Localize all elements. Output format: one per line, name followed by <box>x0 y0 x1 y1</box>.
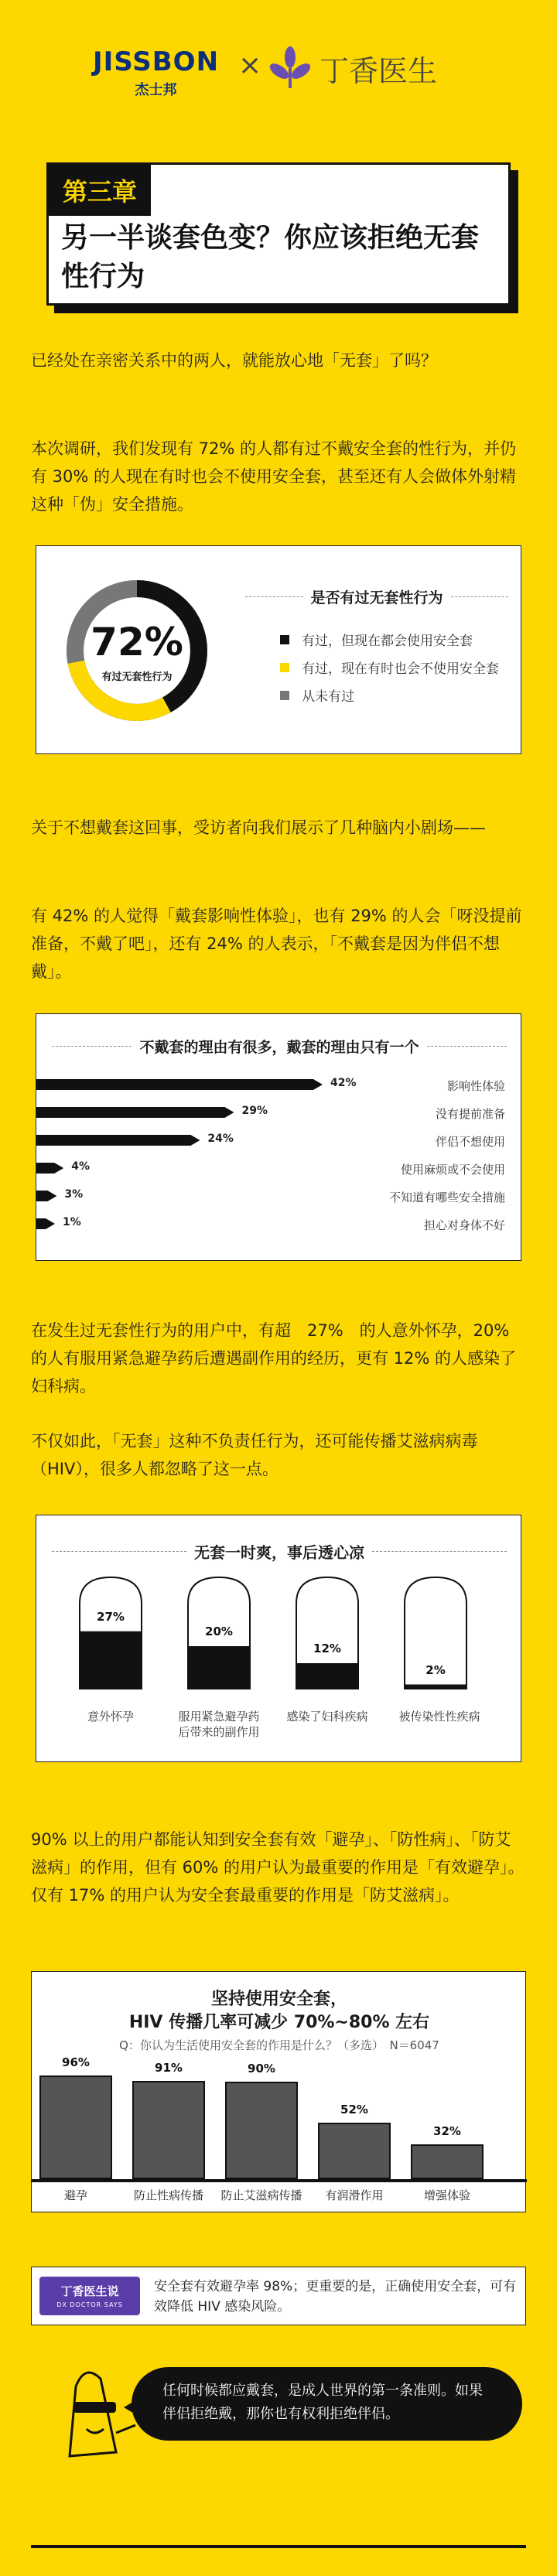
reason-bar-value: 3% <box>64 1188 84 1201</box>
paragraph-3: 有 42% 的人觉得「戴套影响性体验」，也有 29% 的人会「呀没提前准备，不戴了吧」，还有 24% 的人表示，「不戴套是因为伴侣不想戴」。 <box>31 907 522 981</box>
effect-column-value: 90% <box>248 2062 275 2075</box>
cup-fill <box>180 1646 258 1689</box>
legend-label: 从未有过 <box>302 689 354 705</box>
cup-label-line2: 后带来的副作用 <box>178 1725 260 1739</box>
donut-legend-title: 是否有过无套性行为 <box>310 589 443 606</box>
effect-column-label: 避孕 <box>63 2188 87 2202</box>
reason-bar <box>36 1107 234 1118</box>
reasons-title-a: 不戴套的理由有很多， <box>139 1039 287 1056</box>
effect-column <box>225 2082 298 2179</box>
doctor-text: 安全套有效避孕率 98%；更重要的是，正确使用安全套，可有效降低 HIV 感染风险。 <box>154 2279 517 2315</box>
cup-value: 12% <box>304 1642 350 1655</box>
consequence-cup <box>180 1573 258 1704</box>
reason-bar-value: 24% <box>207 1133 234 1145</box>
jissbon-wordmark: JISSBON <box>93 46 220 77</box>
reason-bar-label: 担心对身体不好 <box>423 1218 505 1232</box>
consequence-cup <box>289 1573 366 1704</box>
legend-label: 有过，现在有时也会不使用安全套 <box>302 661 499 677</box>
effect-column-value: 52% <box>340 2103 368 2117</box>
cup-label-line1: 服用紧急避孕药 <box>178 1710 260 1724</box>
legend-swatch <box>280 663 289 672</box>
effect-baseline <box>32 2179 527 2182</box>
legend-item <box>280 630 473 649</box>
cup-label: 感染了妇科疾病 <box>286 1710 368 1724</box>
paragraph-6: 90% 以上的用户都能认知到安全套有效「避孕」、「防性病」、「防艾滋病」的作用，但有 60% 的用户认为最重要的作用是「有效避孕」。仅有 17% 的用户认为安全套最重要的作用是「防艾滋病」。 <box>31 1830 525 1905</box>
consequence-cups <box>36 1515 522 1763</box>
dxy-wordmark: 丁香医生 <box>320 53 438 88</box>
dxy-logo <box>267 45 437 91</box>
reason-bar-value: 1% <box>63 1216 81 1228</box>
doctor-badge-cn: 丁香医生说 <box>60 2284 119 2298</box>
reason-bar <box>36 1218 55 1229</box>
reason-bar-value: 29% <box>241 1105 268 1117</box>
donut-caption: 有过无套性行为 <box>101 671 173 683</box>
cup-fill <box>72 1631 149 1689</box>
jissbon-logo <box>93 46 219 99</box>
effect-column <box>318 2123 391 2179</box>
effect-title-1: 坚持使用安全套， <box>210 1990 347 2009</box>
donut-legend-title-row <box>245 586 508 607</box>
reason-bar <box>36 1079 323 1090</box>
paragraph-4: 在发生过无套性行为的用户中，有超 27% 的人意外怀孕，20% 的人有服用紧急避孕药后遭遇副作用的经历，更有 12% 的人感染了妇科病。 <box>31 1321 517 1396</box>
doctor-badge <box>39 2277 140 2315</box>
effect-column <box>132 2081 205 2179</box>
consequences-panel <box>36 1515 521 1762</box>
reason-bar-label: 不知道有哪些安全措施 <box>388 1191 505 1204</box>
jissbon-cn: 杰士邦 <box>135 82 177 98</box>
doctor-says-box <box>31 2267 526 2325</box>
consequence-cup <box>72 1573 149 1704</box>
bottom-rule <box>31 2545 526 2548</box>
speech-tail <box>124 2398 139 2417</box>
times-sign: × <box>238 50 262 81</box>
speech-bubble <box>132 2367 522 2441</box>
effect-column-value: 96% <box>62 2055 90 2069</box>
legend-swatch <box>280 635 289 644</box>
chapter-title: 另一半谈套色变？你应该拒绝无套性行为 <box>61 222 480 292</box>
reasons-bar-panel <box>36 1013 521 1261</box>
condom-effect-panel <box>31 1971 526 2212</box>
paragraph-5: 不仅如此，「无套」这种不负责任行为，还可能传播艾滋病病毒（HIV），很多人都忽略了这一点。 <box>31 1432 478 1478</box>
chapter-card <box>46 162 511 306</box>
reason-bar <box>36 1135 200 1146</box>
reason-bar <box>36 1163 63 1174</box>
effect-title-2: HIV 传播几率可减少 70%~80% 左右 <box>128 2013 430 2032</box>
legend-item <box>280 658 499 677</box>
reasons-bars <box>36 1014 522 1262</box>
cup-fill <box>289 1663 366 1689</box>
reason-bar <box>36 1191 56 1201</box>
effect-column-label: 有润滑作用 <box>325 2188 384 2202</box>
effect-column-label: 增强体验 <box>423 2188 470 2202</box>
reason-bar-label: 使用麻烦或不会使用 <box>400 1163 505 1177</box>
effect-column-label: 防止性病传播 <box>133 2188 203 2202</box>
speech-text: 任何时候都应戴套，是成人世界的第一条准则。如果伴侣拒绝戴，那你也有权利拒绝伴侣。 <box>162 2383 483 2422</box>
donut-percent: 72% <box>91 620 183 664</box>
effect-column-value: 91% <box>155 2060 183 2075</box>
reason-bar-value: 4% <box>71 1160 91 1173</box>
effect-subtitle: Q：你认为生活使用安全套的作用是什么？（多选） N＝6047 <box>119 2038 439 2052</box>
effect-columns <box>32 1972 527 2213</box>
donut-panel <box>36 545 521 754</box>
reason-bar-label: 影响性体验 <box>446 1079 505 1093</box>
doctor-badge-en: DX DOCTOR SAYS <box>56 2301 123 2308</box>
legend-item <box>280 685 354 705</box>
legend-label: 有过，但现在都会使用安全套 <box>302 634 473 649</box>
header-logos <box>0 31 557 116</box>
cup-value: 2% <box>412 1663 459 1677</box>
reason-bar-value: 42% <box>330 1077 357 1089</box>
paragraph-2: 关于不想戴套这回事，受访者向我们展示了几种脑内小剧场—— <box>31 818 486 837</box>
consequence-cup <box>397 1573 474 1704</box>
reason-bar-label: 伴侣不想使用 <box>435 1135 505 1149</box>
reason-bar-label: 没有提前准备 <box>435 1107 505 1121</box>
effect-column-label: 防止艾滋病传播 <box>220 2188 302 2202</box>
cup-value: 20% <box>196 1625 242 1638</box>
paragraph-1: 本次调研，我们发现有 72% 的人都有过不戴安全套的性行为，并仍有 30% 的人现在有时也会不使用安全套，甚至还有人会做体外射精这种「伪」安全措施。 <box>31 439 517 514</box>
effect-column <box>39 2075 112 2179</box>
consequences-title: 无套一时爽，事后透心凉 <box>194 1543 364 1562</box>
effect-column <box>411 2144 484 2179</box>
cup-label: 意外怀孕 <box>87 1710 134 1724</box>
cup-label: 被传染性性疾病 <box>398 1710 480 1724</box>
chapter-tag: 第三章 <box>49 165 151 216</box>
clove-flower-icon <box>267 45 313 91</box>
legend-swatch <box>280 691 289 700</box>
intro-paragraph: 已经处在亲密关系中的两人，就能放心地「无套」了吗？ <box>31 351 437 370</box>
cup-value: 27% <box>87 1610 134 1624</box>
effect-column-value: 32% <box>433 2124 461 2139</box>
reasons-title-b: 戴套的理由只有一个 <box>286 1039 419 1056</box>
